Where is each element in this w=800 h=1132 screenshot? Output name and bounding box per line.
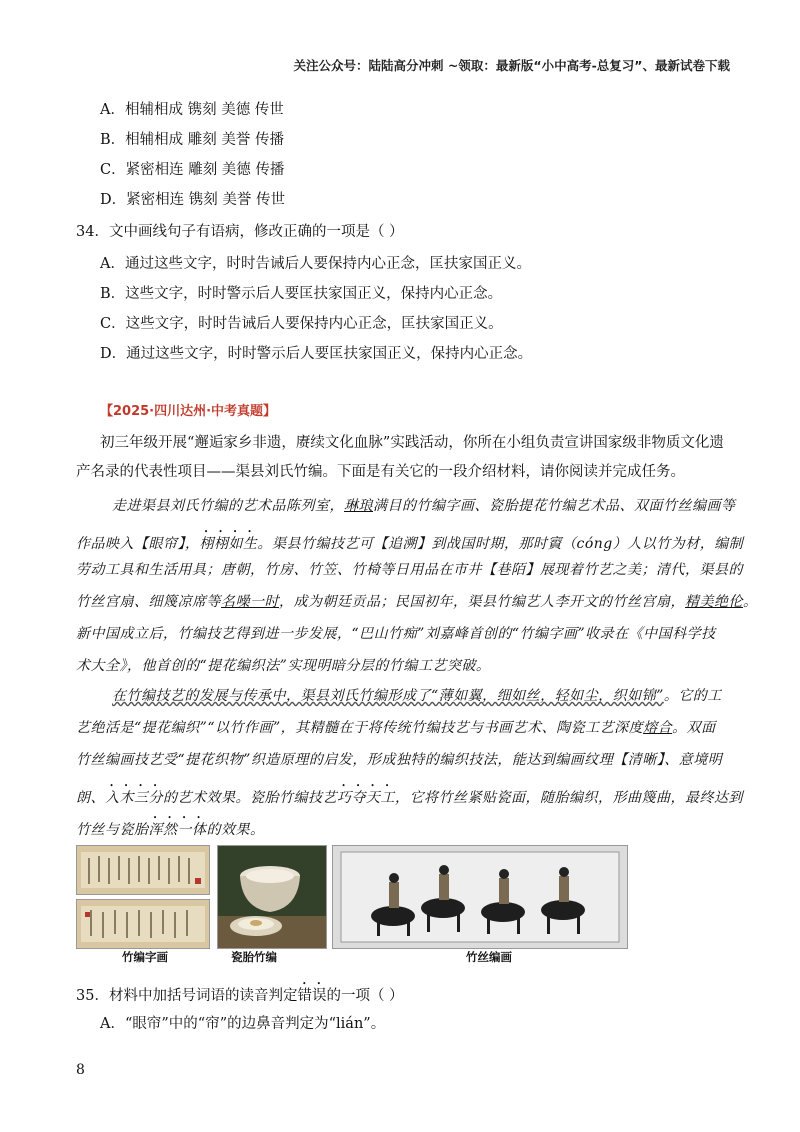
passage-line-2: 作品映入【眼帘】，栩栩如生。渠县竹编技艺可【追溯】到战国时期，那时賨（cóng）人以竹为材，编制 — [76, 536, 744, 552]
wavy-underlined-sentence: 在竹编技艺的发展与传承中，渠县刘氏竹编形成了“薄如翼，细如丝，轻如尘，织如锦” — [112, 688, 664, 704]
page-header: 关注公众号：陆陆高分冲刺 ~领取：最新版“小中高考-总复习”、最新试卷下载 — [293, 58, 730, 73]
dotted-word: 巧夺天工 — [337, 790, 395, 806]
caption-porcelain: 瓷胎竹编 — [231, 950, 277, 964]
passage-line-6: 术大全》，他首创的“提花编织法”实现明暗分层的竹编工艺突破。 — [76, 658, 491, 674]
bamboo-silk-painting-image — [332, 845, 628, 949]
dotted-word: 入木三分 — [105, 790, 163, 806]
page-number: 8 — [76, 1062, 85, 1078]
q35-option-a: A．“眼帘”中的“帘”的边鼻音判定为“lián”。 — [100, 1016, 386, 1032]
passage-line-9: 竹丝编画技艺受“提花织物”织造原理的启发，形成独特的编织技法，能达到编画纹理【清晰】、意境明 — [76, 752, 723, 768]
underlined-word: 精美绝伦 — [685, 594, 743, 610]
photo-strip — [76, 843, 628, 948]
passage-line-7: 在竹编技艺的发展与传承中，渠县刘氏竹编形成了“薄如翼，细如丝，轻如尘，织如锦”。它的工 — [112, 688, 722, 704]
calligraphy-scroll-image-2 — [76, 899, 210, 949]
q34-option-b: B．这些文字，时时警示后人要匡扶家国正义，保持内心正念。 — [100, 286, 503, 302]
passage-line-1: 走进渠县刘氏竹编的艺术品陈列室，琳琅满目的竹编字画、瓷胎提花竹编艺术品、双面竹丝编画等 — [112, 498, 736, 514]
q33-option-c: C．紧密相连 雕刻 美德 传播 — [100, 162, 285, 178]
dotted-word: 栩栩如生 — [199, 536, 258, 552]
underlined-word: 琳琅 — [344, 498, 373, 514]
q33-option-d: D．紧密相连 镌刻 美誉 传世 — [100, 192, 285, 208]
q34-option-d: D．通过这些文字，时时警示后人要匡扶家国正义，保持内心正念。 — [100, 346, 533, 362]
q33-option-a: A．相辅相成 镌刻 美德 传世 — [100, 102, 284, 118]
intro-line-1: 初三年级开展“邂逅家乡非遗，赓续文化血脉”实践活动，你所在小组负责宣讲国家级非物质文化遗 — [100, 435, 724, 451]
passage-line-4: 竹丝宫扇、细篾凉席等名噪一时，成为朝廷贡品；民国初年，渠县竹编艺人李开文的竹丝宫扇，精美绝伦。 — [76, 594, 758, 610]
underlined-word: 熔合 — [643, 720, 673, 736]
passage-line-11: 竹丝与瓷胎浑然一体的效果。 — [76, 822, 265, 838]
q34-stem: 34．文中画线句子有语病，修改正确的一项是（ ） — [76, 224, 404, 240]
passage-line-8: 艺绝活是“提花编织”“以竹作画”，其精髓在于将传统竹编技艺与书画艺术、陶瓷工艺深度熔合。双面 — [76, 720, 716, 736]
dotted-word: 浑然一体 — [148, 822, 207, 838]
q35-stem: 35．材料中加括号词语的读音判定错误的一项（ ） — [76, 988, 404, 1004]
passage-line-10: 朗、入木三分的艺术效果。瓷胎竹编技艺巧夺天工，它将竹丝紧贴瓷面，随胎编织，形曲篾曲，最终达到 — [76, 790, 743, 806]
caption-bamboo-silk: 竹丝编画 — [466, 950, 512, 964]
underlined-word: 名噪一时 — [221, 594, 279, 610]
passage-line-5: 新中国成立后，竹编技艺得到进一步发展，“巴山竹痴”刘嘉峰首创的“竹编字画”收录在《中国科学技 — [76, 626, 716, 642]
source-tag: 【2025·四川达州·中考真题】 — [100, 404, 277, 419]
q33-option-b: B．相辅相成 雕刻 美誉 传播 — [100, 132, 284, 148]
q34-option-a: A．通过这些文字，时时告诫后人要保持内心正念，匡扶家国正义。 — [100, 256, 531, 272]
dotted-word: 错误 — [297, 988, 327, 1004]
intro-line-2: 产名录的代表性项目——渠县刘氏竹编。下面是有关它的一段介绍材料，请你阅读并完成任务。 — [76, 464, 685, 480]
porcelain-bamboo-image — [217, 845, 327, 949]
calligraphy-scroll-image-1 — [76, 845, 210, 895]
q34-option-c: C．这些文字，时时告诫后人要保持内心正念，匡扶家国正义。 — [100, 316, 503, 332]
caption-calligraphy: 竹编字画 — [122, 950, 168, 964]
passage-line-3: 劳动工具和生活用具；唐朝，竹房、竹笠、竹椅等日用品在市井【巷陌】展现着竹艺之美；清代，渠县的 — [76, 562, 743, 578]
